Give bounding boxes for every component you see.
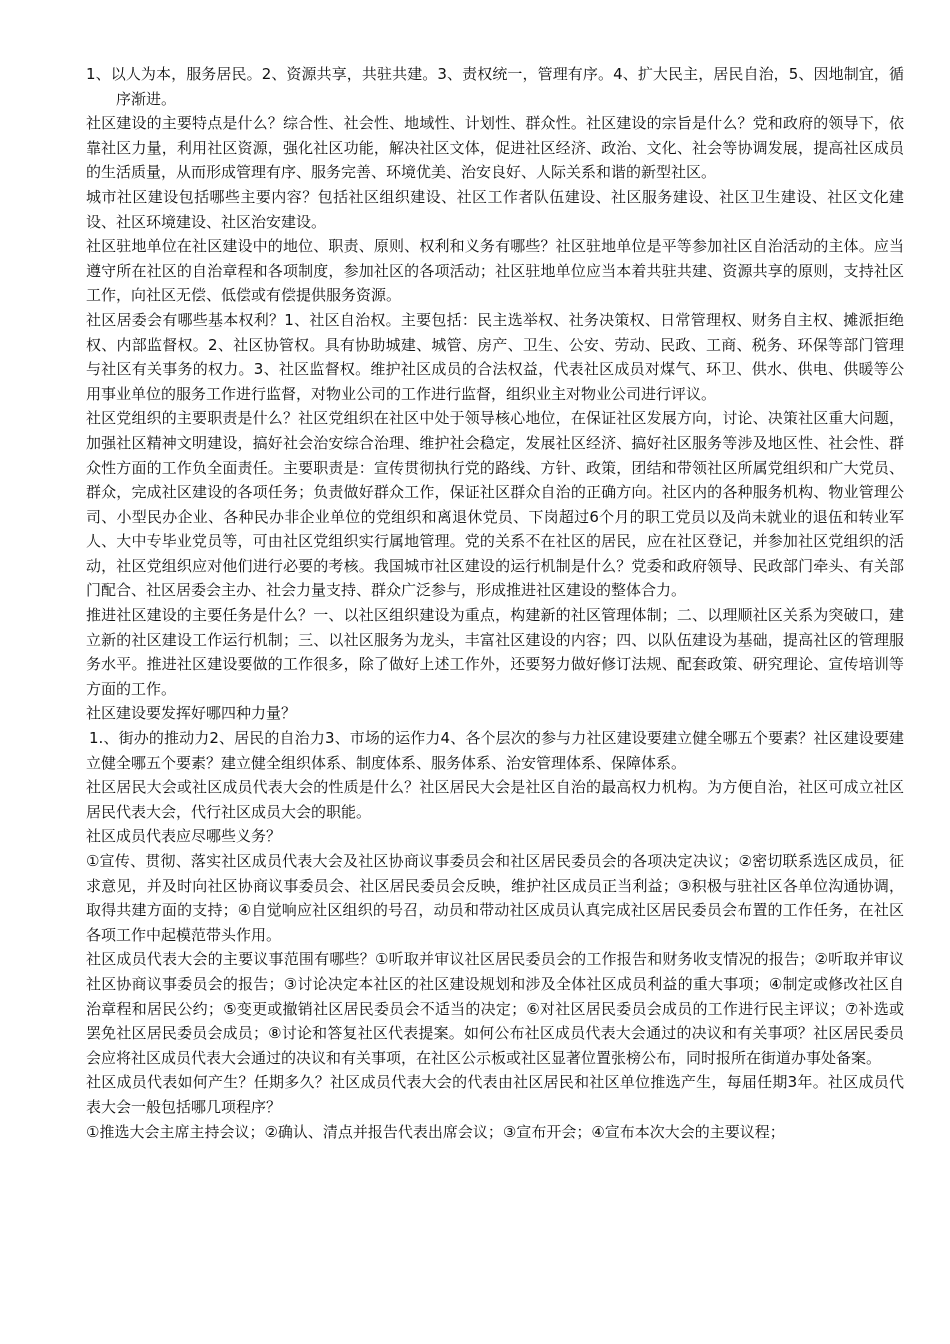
paragraph-procedures: ①推选大会主席主持会议；②确认、清点并报告代表出席会议；③宣布开会；④宣布本次大会的主要议程； [86,1122,785,1141]
paragraph-contents: 城市社区建设包括哪些主要内容？包括社区组织建设、社区工作者队伍建设、社区服务建设、社区卫生建设、社区文化建设、社区环境建设、社区治安建设。 [86,187,904,231]
paragraph-principles: 1、以人为本，服务居民。2、资源共享，共驻共建。3、责权统一，管理有序。4、扩大民主，居民自治，5、因地制宜，循序渐进。 [86,65,904,108]
document-page [86,62,904,1144]
paragraph-committee-rights: 社区居委会有哪些基本权利？1、社区自治权。主要包括：民主选举权、社务决策权、日常管理权、财务自主权、摊派拒绝权、内部监督权。2、社区协管权。具有协助城建、城管、房产、卫生、公安、劳动、民政、工商、税务、环保等部门管理与社区有关事务的权力。3、社区监督权。维护社区成员的合法权益，代表社区成员对煤气、环卫、供水、供电、供暖等公用事业单位的服务工作进行监督，对物业公司的工作进行监督，组织业主对物业公司进行评议。 [86,310,904,403]
paragraph-member-duties: ①宣传、贯彻、落实社区成员代表大会及社区协商议事委员会和社区居民委员会的各项决定决议；②密切联系选区成员，征求意见，并及时向社区协商议事委员会、社区居民委员会反映，维护社区成员正当利益；③积极与驻社区各单位沟通协调，取得共建方面的支持；④自觉响应社区组织的号召，动员和带动社区成员认真完成社区居民委员会布置的工作任务，在社区各项工作中起模范带头作用。 [86,852,904,944]
paragraph-assembly-nature: 社区居民大会或社区成员代表大会的性质是什么？社区居民大会是社区自治的最高权力机构。为方便自治，社区可成立社区居民代表大会，代行社区成员大会的职能。 [86,778,904,821]
paragraph-party-duties: 社区党组织的主要职责是什么？社区党组织在社区中处于领导核心地位，在保证社区发展方向，讨论、决策社区重大问题，加强社区精神文明建设，搞好社会治安综合治理、维护社会稳定，发展社区经济、搞好社区服务等涉及地区性、社会性、群众性方面的工作负全面责任。主要职责是：宣传贯彻执行党的路线、方针、政策，团结和带领社区所属党组织和广大党员、群众，完成社区建设的各项任务；负责做好群众工作，保证社区群众自治的正确方向。社区内的各种服务机构、物业管理公司、小型民办企业、各种民办非企业单位的党组织和离退休党员、下岗超过6个月的职工党员以及尚未就业的退伍和转业军人、大中专毕业党员等，可由社区党组织实行属地管理。党的关系不在社区的居民，应在社区登记，并参加社区党组织的活动，社区党组织应对他们进行必要的考核。我国城市社区建设的运行机制是什么？党委和政府领导、民政部门牵头、有关部门配合、社区居委会主办、社会力量支持、群众广泛参与，形成推进社区建设的整体合力。 [86,409,904,600]
paragraph-four-forces-answer: 1.、街办的推动力2、居民的自治力3、市场的运作力4、各个层次的参与力社区建设要建立健全哪五个要素？社区建设要建立健全哪五个要素？建立健全组织体系、制度体系、服务体系、治安管理体系、保障体系。 [86,729,904,772]
paragraph-main-tasks: 推进社区建设的主要任务是什么？一、以社区组织建设为重点，构建新的社区管理体制；二、以理顺社区关系为突破口，建立新的社区建设工作运行机制；三、以社区服务为龙头，丰富社区建设的内容；四、以队伍建设为基础，提高社区的管理服务水平。推进社区建设要做的工作很多，除了做好上述工作外，还要努力做好修订法规、配套政策、研究理论、宣传培训等方面的工作。 [86,606,904,698]
paragraph-representative-term: 社区成员代表如何产生？任期多久？社区成员代表大会的代表由社区居民和社区单位推选产生，每届任期3年。社区成员代表大会一般包括哪几项程序？ [86,1073,904,1116]
paragraph-resident-units: 社区驻地单位在社区建设中的地位、职责、原则、权利和义务有哪些？社区驻地单位是平等参加社区自治活动的主体。应当遵守所在社区的自治章程和各项制度，参加社区的各项活动；社区驻地单位应当本着共驻共建、资源共享的原则，支持社区工作，向社区无偿、低偿或有偿提供服务资源。 [86,237,904,305]
paragraph-assembly-scope: 社区成员代表大会的主要议事范围有哪些？①听取并审议社区居民委员会的工作报告和财务收支情况的报告；②听取并审议社区协商议事委员会的报告；③讨论决定本社区的社区建设规划和涉及全体社区成员利益的重大事项；④制定或修改社区自治章程和居民公约；⑤变更或撤销社区居民委员会不适当的决定；⑥对社区居民委员会成员的工作进行民主评议；⑦补选或罢免社区居民委员会成员；⑧讨论和答复社区代表提案。如何公布社区成员代表大会通过的决议和有关事项？社区居民委员会应将社区成员代表大会通过的决议和有关事项，在社区公示板或社区显著位置张榜公布，同时报所在街道办事处备案。 [86,950,904,1067]
paragraph-member-duties-question: 社区成员代表应尽哪些义务？ [86,827,282,846]
paragraph-four-forces-question: 社区建设要发挥好哪四种力量？ [86,704,297,723]
paragraph-features: 社区建设的主要特点是什么？综合性、社会性、地域性、计划性、群众性。社区建设的宗旨是什么？党和政府的领导下，依靠社区力量，利用社区资源，强化社区功能，解决社区文体，促进社区经济、政治、文化、社会等协调发展，提高社区成员的生活质量，从而形成管理有序、服务完善、环境优美、治安良好、人际关系和谐的新型社区。 [86,114,904,182]
